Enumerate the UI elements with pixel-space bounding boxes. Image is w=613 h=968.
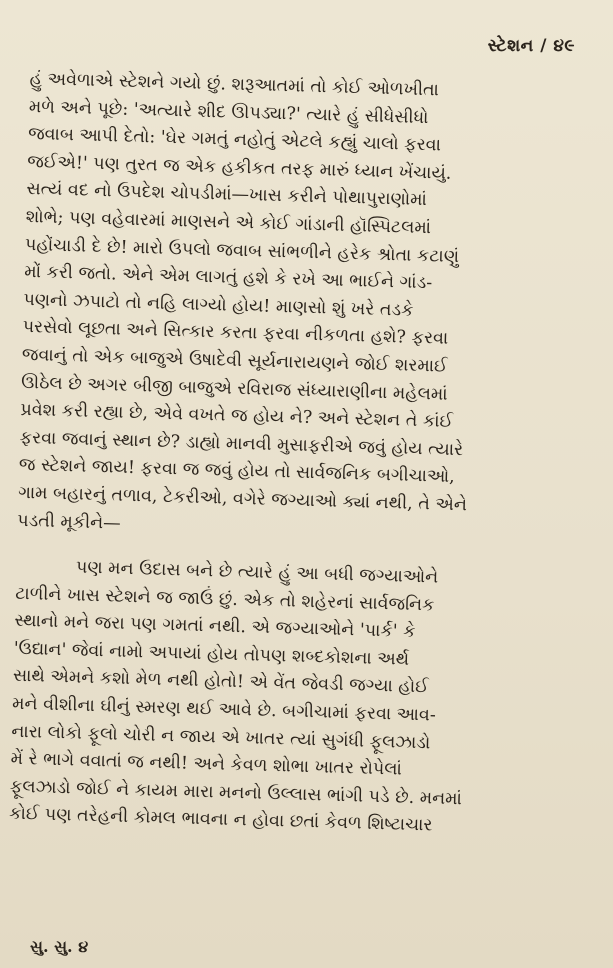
text-line: ફરવા જવાનું સ્થાન છે? ડાહ્યો માનવી મુસાફરીએ જવું હોય ત્યારે — [19, 427, 464, 460]
text-line: પ્રવેશ કરી રહ્યા છે, એવે વખતે જ હોય ને? અને સ્ટેશન તે કાંઈ — [20, 399, 454, 433]
text-line: સત્યં વદ નો ઉપદેશ ચોપડીમાં—ખાસ કરીને પોથાપુરાણોમાં — [26, 179, 428, 211]
text-line: પણનો ઝપાટો તો નહિ લાગ્યો હોય! માણસો શું ખરે તડકે — [23, 289, 414, 321]
body-text — [9, 66, 582, 844]
text-line: શોભે; પણ વહેવારમાં માણસને એ કોઈ ગાંડાની હૉસ્પિટલમાં — [25, 206, 432, 239]
text-line: પણ મન ઉદાસ બને છે ત્યારે હું આ બધી જગ્યાઓને — [75, 557, 439, 588]
signature-mark: સુ. સુ. ૪ — [30, 937, 89, 956]
text-line: સ્થાનો મને જરા પણ ગમતાં નથી. એ જગ્યાઓને 'પાર્ક' કે — [14, 611, 416, 643]
text-line: મળે અને પૂછે: 'અત્યારે શીદ ઊપડ્યા?' ત્યારે હું સીધેસીધો — [28, 96, 429, 128]
text-line: કોઈ પણ તરેહની કોમલ ભાવના ન હોવા છતાં કેવળ શિષ્ટાચાર — [8, 804, 433, 836]
text-line: પહોંચાડી દે છે! મારો ઉપલો જવાબ સાંભળીને હરેક શ્રોતા કટાણું — [24, 234, 460, 267]
text-line: ઊઠેલ છે અગર બીજી બાજુએ રવિરાજ સંધ્યારાણીના મહેલમાં — [20, 372, 448, 405]
text-line: મોં કરી જતો. એને એમ લાગતું હશે કે રખે આ ભાઈને ગાંડ- — [23, 262, 433, 294]
text-line: જઈએ!' પણ તુરત જ એક હકીકત તરફ મારું ધ્યાન ખેંચાયું. — [27, 151, 452, 184]
text-line: મને વીશીના ઘીનું સ્મરણ થઈ આવે છે. બગીચામાં ફરવા આવ- — [11, 693, 437, 726]
text-line: પરસેવો લૂછતા અને સિત્કાર કરતા ફરવા નીકળતા હશે? ફરવા — [22, 317, 449, 350]
text-line: ફૂલઝાડો જોઈ ને કાયમ મારા મનનો ઉલ્લાસ ભાંગી પડે છે. મનમાં — [9, 776, 463, 810]
text-line: જ સ્ટેશને જાય! ફરવા જ જવું હોય તો સાર્વજનિક બગીચાઓ, — [18, 455, 456, 488]
running-head: સ્ટેશન / ૪૯ — [487, 36, 575, 56]
text-line: ગામ બહારનું તળાવ, ટેકરીઓ, વગેરે જગ્યાઓ ક્યાં નથી, તે એને — [17, 482, 468, 516]
text-line: ટાળીને ખાસ સ્ટેશને જ જાઉં છું. એક તો શહેરનાં સાર્વજનિક — [14, 583, 435, 616]
text-line: નારા લોકો ફૂલો ચોરી ન જાય એ ખાતર ત્યાં સુગંધી ફૂલઝાડો — [11, 721, 431, 754]
paragraph-2 — [9, 553, 568, 844]
text-line: 'ઉદ્યાન' જેવાં નામો અપાયાં હોય તોપણ શબ્દકોશના અર્થ — [13, 638, 410, 670]
paragraph-1 — [17, 66, 582, 550]
text-line: હું અવેળાએ સ્ટેશને ગયો છું. શરૂઆતમાં તો કોઈ ઓળખીતા — [29, 68, 440, 101]
text-line: મેં રે ભાગે વવાતાં જ નથી! અને કેવળ શોભા ખાતર રોપેલાં — [10, 748, 403, 780]
text-line: જવાબ આપી દેતો: 'ઘેર ગમતું નહોતું એટલે કહ્યું ચાલો ફરવા — [27, 124, 442, 156]
text-line: જવાનું તો એક બાજુએ ઉષાદેવી સૂર્યનારાયણને જોઈ શરમાઈ — [21, 344, 448, 377]
text-line: પડતી મૂકીને— — [17, 510, 121, 534]
text-line: સાથે એમને કશો મેળ નથી હોતો! એ વેંત જેવડી જગ્યા હોઈ — [12, 666, 429, 698]
